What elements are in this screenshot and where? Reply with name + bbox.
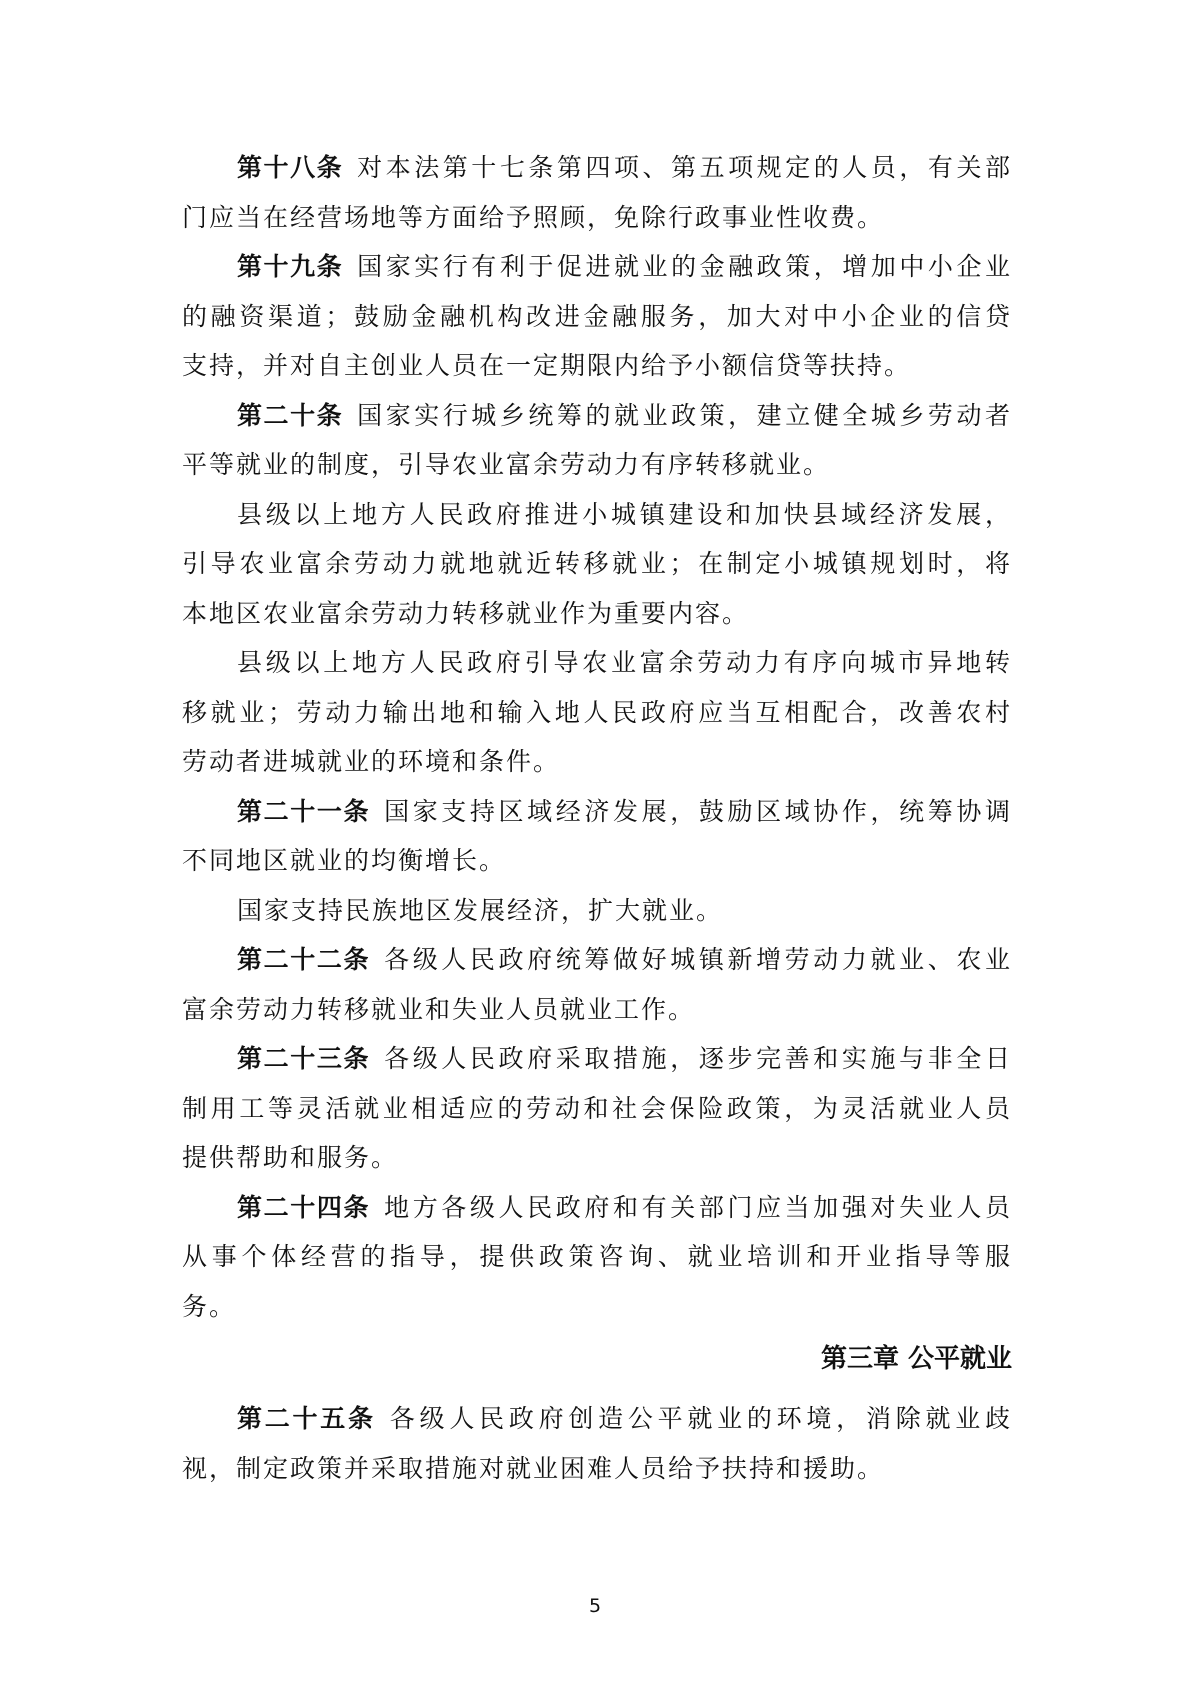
paragraph <box>182 886 1012 936</box>
line-text: 门应当在经营场地等方面给予照顾，免除行政事业性收费。 <box>182 202 885 232</box>
text-line <box>182 440 1012 490</box>
paragraph <box>182 490 1012 639</box>
articles-section <box>182 143 1012 1331</box>
article-paragraph <box>182 391 1012 490</box>
line-text: 国家实行有利于促进就业的金融政策，增加中小企业 <box>357 252 1012 281</box>
text-line <box>182 1084 1012 1134</box>
line-text: 富余劳动力转移就业和失业人员就业工作。 <box>182 994 696 1024</box>
article-label: 第二十三条 <box>237 1044 371 1073</box>
article-paragraph <box>182 1394 1012 1493</box>
article-paragraph <box>182 143 1012 242</box>
text-line <box>182 193 1012 243</box>
text-line <box>182 1183 1012 1233</box>
text-line <box>182 935 1012 985</box>
line-text: 移就业；劳动力输出地和输入地人民政府应当互相配合，改善农村 <box>182 697 1012 727</box>
article-label: 第二十四条 <box>237 1192 371 1222</box>
text-line <box>182 143 1012 193</box>
line-text: 对本法第十七条第四项、第五项规定的人员，有关部 <box>357 153 1012 182</box>
text-line <box>182 688 1012 738</box>
text-line <box>182 1394 1012 1444</box>
article-paragraph <box>182 787 1012 886</box>
text-line <box>182 341 1012 391</box>
line-text: 国家支持区域经济发展，鼓励区域协作，统筹协调 <box>384 796 1012 826</box>
line-text: 国家实行城乡统筹的就业政策，建立健全城乡劳动者 <box>357 400 1012 430</box>
line-text: 本地区农业富余劳动力转移就业作为重要内容。 <box>182 598 750 628</box>
article-label: 第十九条 <box>237 252 344 281</box>
text-line <box>182 391 1012 441</box>
line-text: 制用工等灵活就业相适应的劳动和社会保险政策，为灵活就业人员 <box>182 1093 1012 1123</box>
text-line <box>182 539 1012 589</box>
text-line <box>182 1034 1012 1084</box>
article-label: 第二十一条 <box>237 796 371 826</box>
article-label: 第二十二条 <box>237 945 371 974</box>
line-text: 的融资渠道；鼓励金融机构改进金融服务，加大对中小企业的信贷 <box>182 301 1012 331</box>
text-line <box>182 985 1012 1035</box>
text-line <box>182 638 1012 688</box>
line-text: 支持，并对自主创业人员在一定期限内给予小额信贷等扶持。 <box>182 351 912 380</box>
document-body <box>182 143 1012 1493</box>
text-line <box>182 589 1012 639</box>
text-line <box>182 1282 1012 1332</box>
text-line <box>182 836 1012 886</box>
text-line <box>182 1232 1012 1282</box>
line-text: 各级人民政府采取措施，逐步完善和实施与非全日 <box>384 1044 1012 1073</box>
text-line <box>182 886 1012 936</box>
chapter-heading: 第三章 公平就业 <box>820 1344 1012 1374</box>
line-text: 务。 <box>182 1291 237 1321</box>
line-text: 地方各级人民政府和有关部门应当加强对失业人员 <box>384 1192 1012 1222</box>
line-text: 从事个体经营的指导，提供政策咨询、就业培训和开业指导等服 <box>182 1242 1012 1271</box>
text-line <box>182 242 1012 292</box>
article-label: 第十八条 <box>237 153 344 182</box>
line-text: 劳动者进城就业的环境和条件。 <box>182 747 561 776</box>
page-number: 5 <box>588 1595 602 1617</box>
line-text: 县级以上地方人民政府引导农业富余劳动力有序向城市异地转 <box>237 648 1012 677</box>
text-line <box>182 1133 1012 1183</box>
line-text: 各级人民政府统筹做好城镇新增劳动力就业、农业 <box>384 945 1012 974</box>
line-text: 县级以上地方人民政府推进小城镇建设和加快县域经济发展， <box>237 499 1012 529</box>
line-text: 各级人民政府创造公平就业的环境，消除就业歧 <box>389 1404 1012 1433</box>
articles-section-chapter-3 <box>182 1394 1012 1493</box>
line-text: 国家支持民族地区发展经济，扩大就业。 <box>237 895 724 925</box>
text-line <box>182 490 1012 540</box>
text-line <box>182 1444 1012 1494</box>
line-text: 不同地区就业的均衡增长。 <box>182 846 507 875</box>
line-text: 平等就业的制度，引导农业富余劳动力有序转移就业。 <box>182 450 831 479</box>
line-text: 提供帮助和服务。 <box>182 1143 399 1172</box>
article-paragraph <box>182 1183 1012 1332</box>
text-line <box>182 787 1012 837</box>
article-paragraph <box>182 935 1012 1034</box>
article-label: 第二十五条 <box>237 1404 376 1433</box>
article-paragraph <box>182 242 1012 391</box>
text-line <box>182 737 1012 787</box>
paragraph <box>182 638 1012 787</box>
line-text: 引导农业富余劳动力就地就近转移就业；在制定小城镇规划时，将 <box>182 549 1012 578</box>
article-paragraph <box>182 1034 1012 1183</box>
line-text: 视，制定政策并采取措施对就业困难人员给予扶持和援助。 <box>182 1453 885 1483</box>
article-label: 第二十条 <box>237 400 344 430</box>
text-line <box>182 292 1012 342</box>
